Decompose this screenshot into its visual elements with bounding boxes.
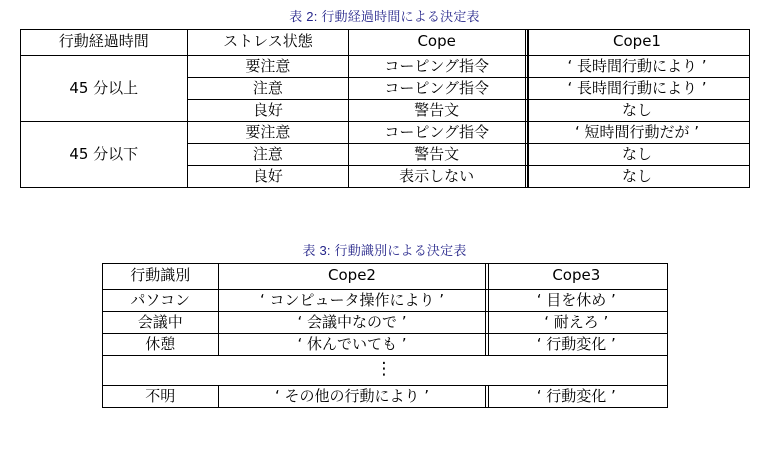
table2-cell-r2c2: 警告文 [348,100,525,122]
table2-header-cell-0: 行動経過時間 [20,30,188,56]
table2-cell-r5c1: 良好 [188,166,349,188]
table3-ellipsis-row [102,356,667,386]
table3-cell-r4c2: ‘ 行動変化 ’ [536,387,616,405]
table3-block [0,240,769,408]
vertical-ellipsis-icon: ⋮ [375,359,394,379]
table2-cell-r1c3: ‘ 長時間行動により ’ [525,78,749,100]
table2-cell-r5c2: 表示しない [348,166,525,188]
table2-cell-r4c3: なし [525,144,749,166]
table3-header-cell-1: Cope2 [218,264,485,290]
table3-header-cell-2: Cope3 [486,264,667,290]
table2-group-label-0: 45 分以上 [20,56,188,122]
table2-cell-r2c3: なし [525,100,749,122]
table2-cell-r0c2: コーピング指令 [348,56,525,78]
table2-header-cell-3: Cope1 [525,30,749,56]
table2-block [0,6,769,188]
table2-cell-r5c3: なし [621,167,652,185]
table-row [102,290,667,312]
table2-group-label-1: 45 分以下 [20,122,188,188]
table3-cell-r1c2: ‘ 耐えろ ’ [486,312,667,334]
table2-header-cell-1: ストレス状態 [188,30,349,56]
table3 [102,263,668,408]
table-row [102,334,667,356]
table2-cell-r3c1: 要注意 [188,122,349,144]
table3-cell-r2c0: 休憩 [102,334,218,356]
table2-cell-r1c1: 注意 [188,78,349,100]
table3-caption [0,240,769,259]
table2-caption-text: 行動経過時間による決定表 [321,9,480,24]
table2-cell-r3c2: コーピング指令 [348,122,525,144]
table-row [102,386,667,408]
table2-caption-label: 表 2: [289,9,318,24]
table3-cell-r1c0: 会議中 [102,312,218,334]
table3-cell-r0c1: ‘ コンピュータ操作により ’ [218,290,485,312]
table2-cell-r0c1: 要注意 [188,56,349,78]
table2 [20,29,750,188]
table2-cell-r1c2: コーピング指令 [348,78,525,100]
table2-cell-r3c3: ‘ 短時間行動だが ’ [525,122,749,144]
table3-cell-r1c1: ‘ 会議中なので ’ [218,312,485,334]
table3-cell-r4c0: 不明 [102,386,218,408]
table3-caption-text: 行動識別による決定表 [334,243,467,258]
table3-header-row [102,264,667,290]
table2-cell-r4c2: 警告文 [348,144,525,166]
table-row [102,312,667,334]
table2-cell-r2c1: 良好 [188,100,349,122]
table3-header-cell-0: 行動識別 [102,264,218,290]
table3-cell-r0c0: パソコン [102,290,218,312]
table-row [20,122,749,144]
table3-caption-label: 表 3: [302,243,331,258]
table3-cell-r4c1: ‘ その他の行動により ’ [218,386,485,408]
table2-header-cell-2: Cope [348,30,525,56]
table3-cell-r0c2: ‘ 目を休め ’ [486,290,667,312]
table3-cell-r2c2: ‘ 行動変化 ’ [486,334,667,356]
table2-cell-r4c1: 注意 [188,144,349,166]
table3-cell-r2c1: ‘ 休んでいても ’ [218,334,485,356]
table2-caption [0,6,769,25]
table2-cell-r0c3: ‘ 長時間行動により ’ [525,56,749,78]
table2-header-row [20,30,749,56]
table3-ellipsis-cell [102,356,667,386]
table-row [20,56,749,78]
